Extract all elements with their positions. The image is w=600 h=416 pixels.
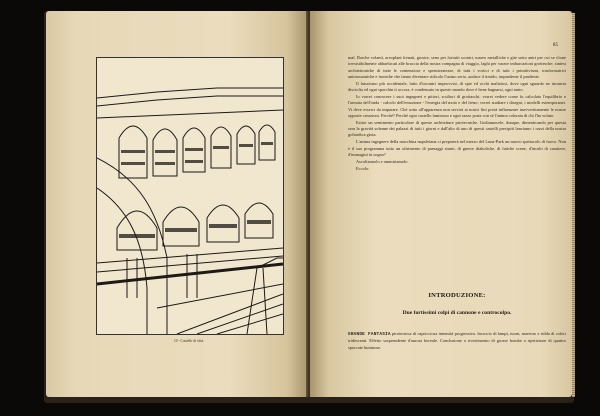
paragraph: mal. Barche volanti, areoplani frenati, giostre, seno per fortuiti scontri, mareo metalliche e gite sotto antri per cui se s'ione irresistibilmente abbarbicati alle braccia della nostra compagna di viaggio, laghi per varare imbarcazioni grottesche; sintesi architettoniche di tutte le contenziose e spensieratezze, di tutti i vortici e di tutti i primitivismi, trasformatrici antiromantiche e ironiche che fanno diventare ridicolo l'uomo serio, audace il timido, imprudente il prudente. — [348, 55, 566, 79]
section-subtitle: Due fortissimi colpi di cannone e controcolpo. — [402, 310, 512, 316]
right-page — [310, 11, 572, 397]
castle-illustration — [96, 57, 284, 335]
paragraph: Il futurismo più accidentale, fatto d'incontri improvvisi, di spie ed occhi maliziosi, dove ogni sguardo ne incontra disciolta ed ogni sporchin ti accora, è condensato in questo mondo dove è bene bagnarsi, ogni tanto. — [348, 80, 566, 93]
paragraph: Eccolo: — [356, 165, 370, 171]
body-text — [348, 55, 566, 173]
page-number: 85 — [553, 43, 558, 48]
program-text: pirotecnica di capricciosa intensità progressiva. Incrocio di lampi, tuoni, mareoro e ridda di colori iridescenti. Effetto sorprendente d'aurora boreale. Conclusione a rivestimento di grosse bombe a ripetizione di quattro spaccate luminose. — [348, 331, 566, 350]
figure-caption: 10 - Castello di città. — [173, 339, 205, 343]
paragraph: L'anima ingegnere della macchina napoletana ci preparerà nel mezzo del Luna-Park un nuovo spettacolo di fuoco. Non è il suo programma tutto un ultrimento di paesaggi strani, di gnerre diaboliche, di fatiche scene, d'incubi di carattere, d'immagini in sogno? — [348, 139, 566, 157]
paragraph: Esiste un sentimento particolare di queste architetture pirotecniche. Godiamocele, dunque, dimenticando per questa sera la gravità solenne dei palazzi di tutti i giorni e dall'alto di uno di questi castelli precipiti lanciamo i razzi della nostra goliardica gioia. — [348, 119, 566, 138]
left-page — [46, 11, 308, 397]
paragraph: Ascoltiamolo e ammiriamolo. — [356, 158, 409, 164]
page-edges — [572, 13, 575, 397]
section-title: INTRODUZIONE: — [428, 292, 486, 299]
program-description — [348, 331, 566, 351]
program-lead: GRANDE FANTASIA — [348, 332, 391, 337]
open-book — [44, 11, 574, 403]
paragraph: Io vorrei conoscere i suoi ingegneri e pittori, scultori di grottaschi; vorrei vedere come fu calcolato l'equilibrio e l'armata dell'onda - calcolo dell'emozione - l'energia del moto e del freno; vorrei studiare i disegni, i modelli estemporanei. Vi deve esserci da imparare. Ché sotto all'apparenza non servirà ai nostri fini potrà influenzare inavvertitamente le nostre opposte creazioni. Perché? Perché ogni castello luminoso e ogni razzo porta con sé l'anima colorata di chi l'ha voluto. — [348, 93, 566, 118]
